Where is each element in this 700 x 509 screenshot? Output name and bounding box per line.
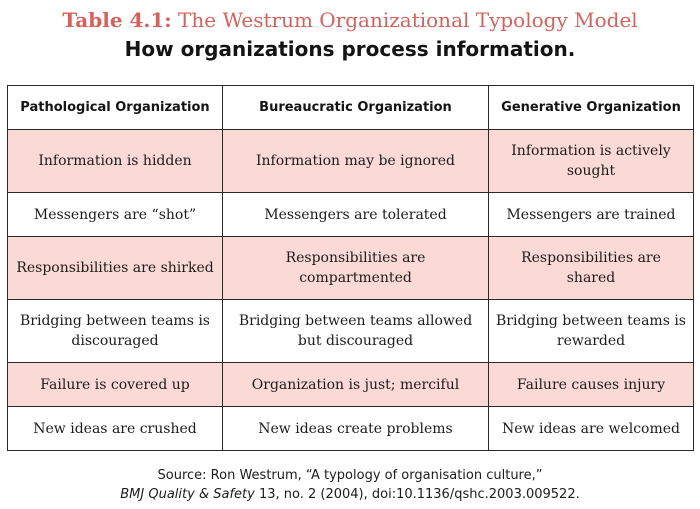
table-row [8,300,694,363]
table-cell: Bridging between teams allowed but discouraged [223,300,489,363]
column-header-generative: Generative Organization [489,86,694,130]
source-citation [0,466,700,504]
journal-name: BMJ Quality & Safety [120,487,255,502]
table-row [8,130,694,193]
table-cell: Bridging between teams is discouraged [8,300,223,363]
table-cell: Failure is covered up [8,363,223,407]
table-cell: New ideas are welcomed [489,407,694,451]
table-cell: Messengers are tolerated [223,193,489,237]
source-details: 13, no. 2 (2004), doi:10.1136/qshc.2003.009522. [254,487,580,502]
column-header-bureaucratic: Bureaucratic Organization [223,86,489,130]
table-cell: Responsibilities are shirked [8,237,223,300]
table-cell: Messengers are “shot” [8,193,223,237]
header-row [8,86,694,130]
source-line-1: Source: Ron Westrum, “A typology of organisation culture,” [157,468,543,483]
table-cell: New ideas create problems [223,407,489,451]
table-cell: Bridging between teams is rewarded [489,300,694,363]
table-cell: New ideas are crushed [8,407,223,451]
table-cell: Organization is just; merciful [223,363,489,407]
table-cell: Responsibilities are shared [489,237,694,300]
table-cell: Responsibilities are compartmented [223,237,489,300]
table-row [8,363,694,407]
table-row [8,237,694,300]
table-subtitle: How organizations process information. [124,37,576,61]
table-label: Table 4.1: [62,8,172,32]
table-row [8,407,694,451]
typology-table [7,85,694,451]
column-header-pathological: Pathological Organization [8,86,223,130]
table-title-text: The Westrum Organizational Typology Model [178,8,638,32]
table-cell: Failure causes injury [489,363,694,407]
table-title [0,7,700,33]
table-cell: Messengers are trained [489,193,694,237]
table-row [8,193,694,237]
table-cell: Information is hidden [8,130,223,193]
table-cell: Information is actively sought [489,130,694,193]
source-line-2 [0,485,700,504]
table-cell: Information may be ignored [223,130,489,193]
